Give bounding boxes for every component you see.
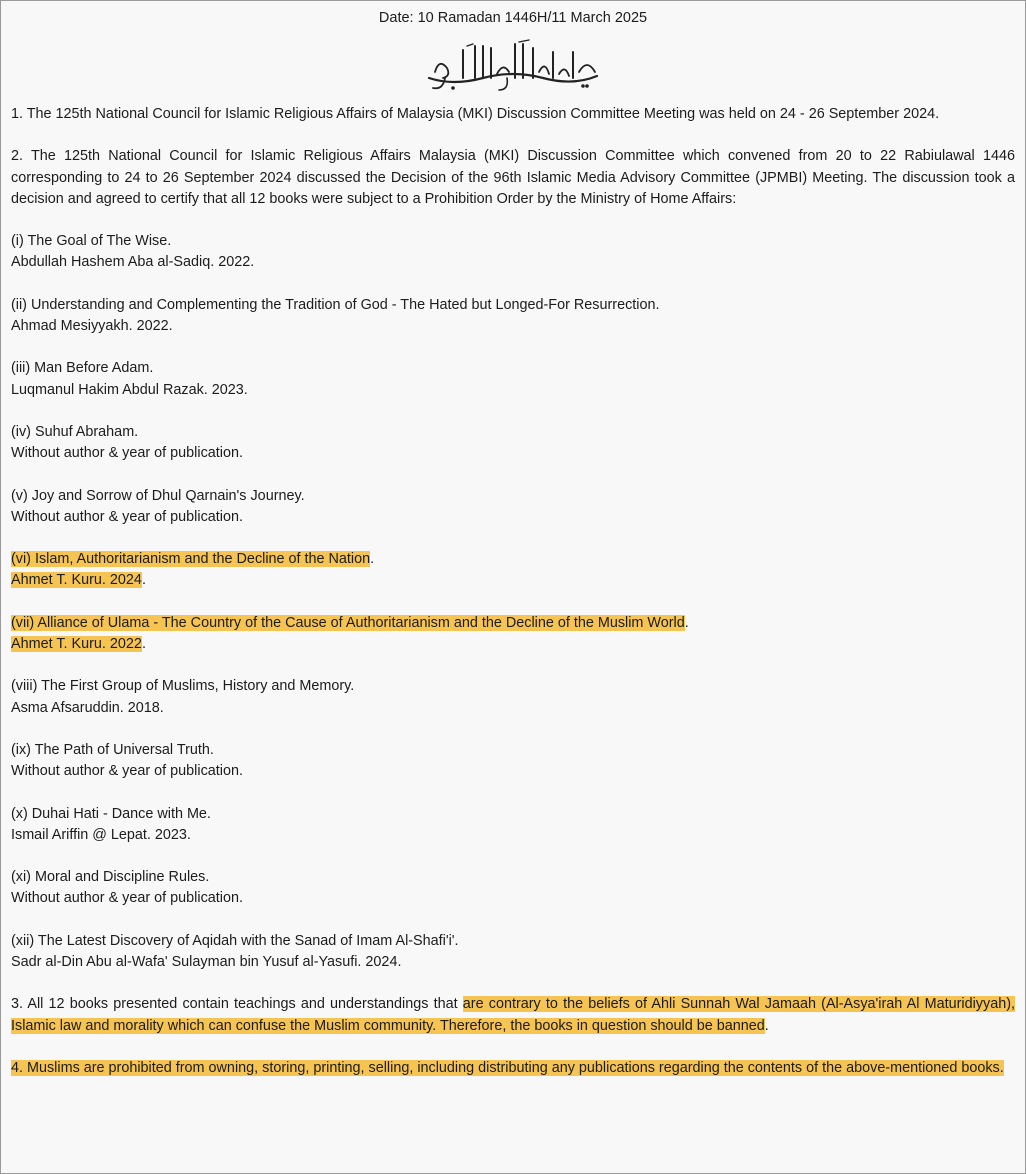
book-title: (viii) The First Group of Muslims, History and Memory.: [11, 678, 355, 695]
highlighted-text: (vi) Islam, Authoritarianism and the Decline of the Nation: [11, 551, 371, 568]
book-entry-5: [11, 486, 1015, 528]
paragraph-4: [11, 1058, 1015, 1079]
book-entry-1: [11, 231, 1015, 273]
book-author: [11, 570, 1015, 591]
book-entry-3: [11, 358, 1015, 400]
book-title: (iv) Suhuf Abraham.: [11, 423, 139, 440]
highlighted-text: Ahmet T. Kuru. 2024: [11, 572, 142, 589]
book-entry-7-highlighted: [11, 613, 1015, 655]
book-title: (iii) Man Before Adam.: [11, 360, 154, 377]
book-title: [11, 549, 1015, 570]
book-entry-10: [11, 804, 1015, 846]
book-entry-12: [11, 931, 1015, 973]
book-author: Ahmad Mesiyyakh. 2022.: [11, 317, 173, 334]
document-body: [11, 104, 1015, 1079]
highlighted-text: 4. Muslims are prohibited from owning, storing, printing, selling, including distributing any publications regarding the contents of the above-mentioned books.: [11, 1059, 1004, 1076]
book-author: Luqmanul Hakim Abdul Razak. 2023.: [11, 381, 248, 398]
book-author: [11, 634, 1015, 655]
paragraph-3-plain: 3. All 12 books presented contain teachings and understandings that: [11, 996, 463, 1013]
book-entry-6-highlighted: [11, 549, 1015, 591]
paragraph-3-period: .: [764, 1017, 769, 1034]
book-entry-8: [11, 676, 1015, 718]
book-entry-9: [11, 740, 1015, 782]
highlighted-text: Ahmet T. Kuru. 2022: [11, 635, 142, 652]
book-title: (xii) The Latest Discovery of Aqidah with the Sanad of Imam Al-Shafi'i'.: [11, 932, 459, 949]
highlighted-text: (vii) Alliance of Ulama - The Country of the Cause of Authoritarianism and the Decline of the Muslim World: [11, 614, 685, 631]
book-title: [11, 613, 1015, 634]
book-title: (i) The Goal of The Wise.: [11, 233, 172, 250]
author-period: .: [141, 635, 146, 652]
book-author: Without author & year of publication.: [11, 763, 243, 780]
highlighted-text: are contrary to the beliefs of Ahli Sunnah Wal Jamaah (Al-Asya'irah Al Maturidiyyah), Islamic law and morality which can confuse the Muslim community. Therefore, the books in question should be banned: [11, 996, 1015, 1034]
book-author: Without author & year of publication.: [11, 508, 243, 525]
book-author: Asma Afsaruddin. 2018.: [11, 699, 164, 716]
date-line: Date: 10 Ramadan 1446H/11 March 2025: [378, 10, 648, 26]
book-author: Sadr al-Din Abu al-Wafa' Sulayman bin Yusuf al-Yasufi. 2024.: [11, 953, 402, 970]
book-author: Ismail Ariffin @ Lepat. 2023.: [11, 826, 191, 843]
book-author: Without author & year of publication.: [11, 445, 243, 462]
book-entry-4: [11, 422, 1015, 464]
basmala-calligraphy-image: [423, 38, 603, 94]
book-title: (xi) Moral and Discipline Rules.: [11, 869, 210, 886]
book-entry-2: [11, 295, 1015, 337]
title-period: .: [370, 551, 375, 568]
book-author: Abdullah Hashem Aba al-Sadiq. 2022.: [11, 254, 255, 271]
basmala-calligraphy: [11, 38, 1015, 96]
paragraph-2: 2. The 125th National Council for Islamic Religious Affairs Malaysia (MKI) Discussion Committee which convened from 20 to 22 Rabiulawal 1446 corresponding to 24 to 26 September 2024 discussed the Decision of the 96th Islamic Media Advisory Committee (JPMBI) Meeting. The discussion took a decision and agreed to certify that all 12 books were subject to a Prohibition Order by the Ministry of Home Affairs:: [11, 148, 1015, 207]
book-title: (ix) The Path of Universal Truth.: [11, 741, 214, 758]
book-title: (v) Joy and Sorrow of Dhul Qarnain's Journey.: [11, 487, 305, 504]
book-entry-11: [11, 867, 1015, 909]
book-author: Without author & year of publication.: [11, 890, 243, 907]
author-period: .: [141, 572, 146, 589]
paragraph-3: [11, 994, 1015, 1036]
book-title: (ii) Understanding and Complementing the Tradition of God - The Hated but Longed-For Resurrection.: [11, 296, 660, 313]
book-title: (x) Duhai Hati - Dance with Me.: [11, 805, 211, 822]
title-period: .: [684, 614, 689, 631]
paragraph-1: 1. The 125th National Council for Islamic Religious Affairs of Malaysia (MKI) Discussion Committee Meeting was held on 24 - 26 September 2024.: [11, 106, 940, 122]
